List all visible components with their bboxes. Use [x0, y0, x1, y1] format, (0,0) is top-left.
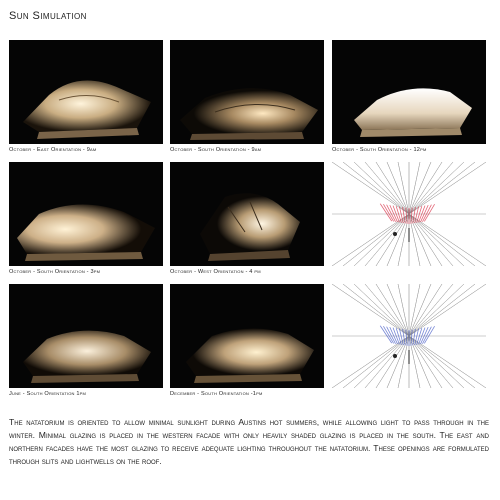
sun-ray-mark	[424, 326, 434, 343]
north-marker	[393, 232, 397, 236]
diagram-cell-1	[332, 162, 486, 266]
photo-cell-1	[9, 40, 163, 153]
photo-caption: October - West Orientation - 4 pm	[170, 269, 261, 275]
model-photo	[170, 284, 324, 388]
model-photo	[9, 162, 163, 266]
sun-ray-mark	[383, 204, 393, 221]
model-photo	[9, 40, 163, 144]
model-photo	[332, 40, 486, 144]
sun-path-diagram	[332, 284, 486, 388]
description-text: The natatorium is oriented to allow minimal sunlight during Austins hot summers, while allowing light to pass through in the winter. Minimal glazing is placed in the western facade with only heavily shaded glazing is placed in the south. The east and northern facades have the most glazing to receive adequate lighting throughout the natatorium. These openings are formulated through slits and lightwells on the roof.	[9, 417, 489, 466]
photo-cell-5	[170, 162, 324, 275]
model-photo	[170, 40, 324, 144]
photo-caption: October - South Orientation - 9am	[170, 147, 262, 153]
photo-cell-3	[332, 40, 486, 153]
sun-path-diagram	[332, 162, 486, 266]
sun-ray-mark	[424, 204, 434, 221]
photo-caption: October - South Orientation - 3pm	[9, 269, 101, 275]
photo-caption: December - South Orientation -1pm	[170, 391, 263, 397]
photo-cell-7	[170, 284, 324, 397]
photo-cell-4	[9, 162, 163, 275]
model-photo	[170, 162, 324, 266]
photo-caption: June - South Orientation 1pm	[9, 391, 87, 397]
north-marker	[393, 354, 397, 358]
page-title: Sun Simulation	[9, 10, 87, 22]
photo-caption: October - East Orientation - 9am	[9, 147, 97, 153]
photo-caption: October - South Orientation - 12pm	[332, 147, 427, 153]
model-photo	[9, 284, 163, 388]
sun-ray-mark	[383, 326, 393, 343]
diagram-cell-2	[332, 284, 486, 388]
photo-cell-2	[170, 40, 324, 153]
photo-cell-6	[9, 284, 163, 397]
